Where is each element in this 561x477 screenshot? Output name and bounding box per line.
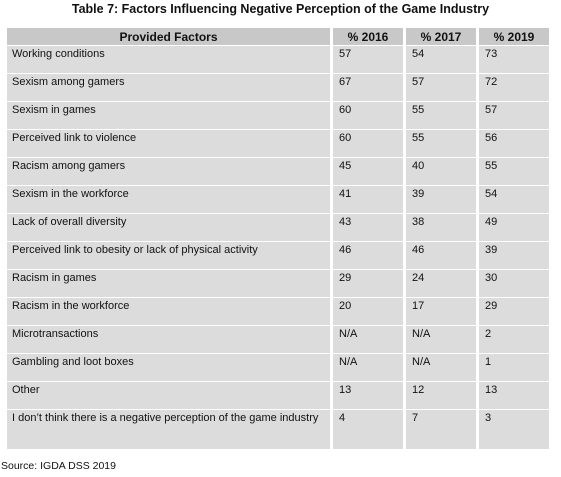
table-title: Table 7: Factors Influencing Negative Perception of the Game Industry: [71, 2, 490, 16]
header-provided-factors: Provided Factors: [7, 28, 330, 45]
header-2016: % 2016: [333, 28, 403, 45]
percent-cell: 54: [479, 186, 549, 213]
percent-cell: 39: [479, 242, 549, 269]
factor-cell: I don’t think there is a negative perception of the game industry: [7, 410, 330, 449]
table-row: [7, 298, 549, 325]
factor-cell: Other: [7, 382, 330, 409]
percent-cell: 55: [406, 102, 476, 129]
percent-cell: 24: [406, 270, 476, 297]
percent-cell: 3: [479, 410, 549, 449]
percent-cell: 29: [333, 270, 403, 297]
percent-cell: 30: [479, 270, 549, 297]
percent-cell: N/A: [333, 326, 403, 353]
percent-cell: 40: [406, 158, 476, 185]
table-row: [7, 270, 549, 297]
factor-cell: Racism among gamers: [7, 158, 330, 185]
factor-cell: Gambling and loot boxes: [7, 354, 330, 381]
percent-cell: 12: [406, 382, 476, 409]
percent-cell: 57: [479, 102, 549, 129]
percent-cell: 46: [406, 242, 476, 269]
percent-cell: 41: [333, 186, 403, 213]
percent-cell: 73: [479, 46, 549, 73]
factor-cell: Racism in games: [7, 270, 330, 297]
factor-cell: Microtransactions: [7, 326, 330, 353]
factor-cell: Perceived link to obesity or lack of physical activity: [7, 242, 330, 269]
source-note: Source: IGDA DSS 2019: [1, 460, 116, 472]
percent-cell: 17: [406, 298, 476, 325]
header-2017: % 2017: [406, 28, 476, 45]
percent-cell: N/A: [406, 354, 476, 381]
percent-cell: 54: [406, 46, 476, 73]
header-2019: % 2019: [479, 28, 549, 45]
percent-cell: 57: [406, 74, 476, 101]
table-row: [7, 382, 549, 409]
percent-cell: 43: [333, 214, 403, 241]
table-row: [7, 214, 549, 241]
percent-cell: 45: [333, 158, 403, 185]
percent-cell: 29: [479, 298, 549, 325]
table-header-row: [7, 28, 549, 45]
factor-cell: Sexism in the workforce: [7, 186, 330, 213]
percent-cell: 60: [333, 130, 403, 157]
table-row: [7, 102, 549, 129]
percent-cell: 39: [406, 186, 476, 213]
table-row: [7, 242, 549, 269]
percent-cell: 1: [479, 354, 549, 381]
table-row: [7, 354, 549, 381]
table-row: [7, 46, 549, 73]
percent-cell: 4: [333, 410, 403, 449]
factor-cell: Sexism among gamers: [7, 74, 330, 101]
factors-table: [4, 27, 552, 450]
percent-cell: 2: [479, 326, 549, 353]
percent-cell: 67: [333, 74, 403, 101]
table-body: [7, 46, 549, 449]
factor-cell: Working conditions: [7, 46, 330, 73]
factor-cell: Racism in the workforce: [7, 298, 330, 325]
factor-cell: Sexism in games: [7, 102, 330, 129]
percent-cell: 72: [479, 74, 549, 101]
percent-cell: 56: [479, 130, 549, 157]
percent-cell: 49: [479, 214, 549, 241]
percent-cell: 55: [479, 158, 549, 185]
factor-cell: Lack of overall diversity: [7, 214, 330, 241]
table-row: [7, 158, 549, 185]
table-row: [7, 186, 549, 213]
table-row: [7, 326, 549, 353]
table-row: [7, 410, 549, 449]
percent-cell: 57: [333, 46, 403, 73]
table-row: [7, 130, 549, 157]
percent-cell: 38: [406, 214, 476, 241]
percent-cell: 13: [479, 382, 549, 409]
percent-cell: N/A: [333, 354, 403, 381]
percent-cell: 60: [333, 102, 403, 129]
percent-cell: 13: [333, 382, 403, 409]
table-row: [7, 74, 549, 101]
percent-cell: 46: [333, 242, 403, 269]
percent-cell: N/A: [406, 326, 476, 353]
percent-cell: 7: [406, 410, 476, 449]
percent-cell: 55: [406, 130, 476, 157]
factor-cell: Perceived link to violence: [7, 130, 330, 157]
percent-cell: 20: [333, 298, 403, 325]
